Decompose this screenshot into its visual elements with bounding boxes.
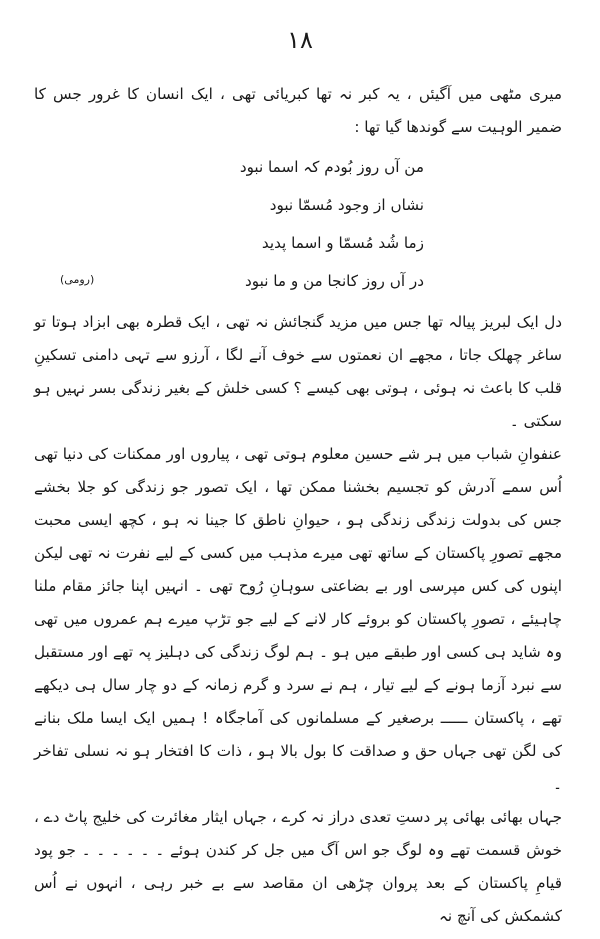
- body-paragraph: دل ایک لبریز پیالہ تھا جس میں مزید گنجائش نہ تھی ، ایک قطرہ بھی ابزاد ہوتا تو ساغر چھلک جاتا ، مجھے ان نعمتوں سے خوف آنے لگا ، آرزو سے تہی دامنی تسکینِ قلب کا باعث نہ ہوئی ، ہوتی بھی کیسے ؟ کسی خلش کے بغیر زندگی بسر نہیں ہو سکتی ۔: [34, 313, 562, 430]
- body-paragraph: عنفوانِ شباب میں ہر شے حسین معلوم ہوتی تھی ، پیاروں اور ممکنات کی دنیا تھی اُس سمے آدرش کو تجسیم بخشنا ممکن تھا ، ایک تصور جو زندگی کو جلا بخشے جس کی بدولت زندگی زندگی ہو ، حیوانِ ناطق کا جینا نہ ہو ، کچھ ایسی محبت مجھے تصورِ پاکستان کے ساتھ تھی میرے مذہب میں کسی کے لیے نفرت نہ تھی لیکن اپنوں کی کس مپرسی اور بے بضاعتی سوہانِ رُوح تھی ۔ انہیں اپنا جائز مقام ملنا چاہیئے ، تصورِ پاکستان کو بروئے کار لانے کے لیے جو تڑپ میرے ہم عمروں میں تھی وہ شاید ہی کسی اور طبقے میں ہو ۔ ہم لوگ زندگی کی دہلیز پہ تھے اور مستقبل سے نبرد آزما ہونے کے لیے تیار ، ہم نے سرد و گرم زمانہ کے دو چار سال ہی دیکھے تھے ، پاکستان ــــــ برصغیر کے مسلمانوں کی آماجگاہ ! ہمیں ایک ایسا ملک بنانے کی لگن تھی جہاں حق و صداقت کا بول بالا ہو ، ذات کا افتخار ہو نہ نسلی تفاخر ۔: [34, 445, 562, 793]
- verse-line: زما شُد مُسمّا و اسما پدید: [261, 234, 424, 252]
- verse-lines: [34, 148, 562, 300]
- poet-attribution: (رومی): [60, 273, 95, 286]
- verse-line: نشاں از وجود مُسمّا نبود: [269, 196, 424, 214]
- verse-line: در آں روز کانجا من و ما نبود: [245, 272, 424, 290]
- page-content: [34, 78, 562, 933]
- verse-line: من آں روز بُودم کہ اسما نبود: [239, 158, 424, 176]
- persian-verse: [34, 148, 562, 300]
- page-number: ۱۸: [287, 26, 313, 54]
- intro-paragraph: میری مٹھی میں آگیئں ، یہ کبر نہ تھا کبریائی تھی ، ایک انسان کا غرور جس کا ضمیر الوہیت سے گوندھا گیا تھا :: [34, 85, 562, 136]
- body-paragraph: جہاں بھائی بھائی پر دستِ تعدی دراز نہ کرے ، جہاں ایثار مغائرت کی خلیج پاٹ دے ، خوش قسمت تھے وہ لوگ جو اس آگ میں جل کر کندن ہوئے ۔ ۔ ۔ ۔ ۔ ۔ جو پود قیامِ پاکستان کے بعد پروان چڑھی ان مقاصد سے بے خبر رہی ، انہوں نے اُس کشمکش کی آنچ نہ: [34, 808, 562, 925]
